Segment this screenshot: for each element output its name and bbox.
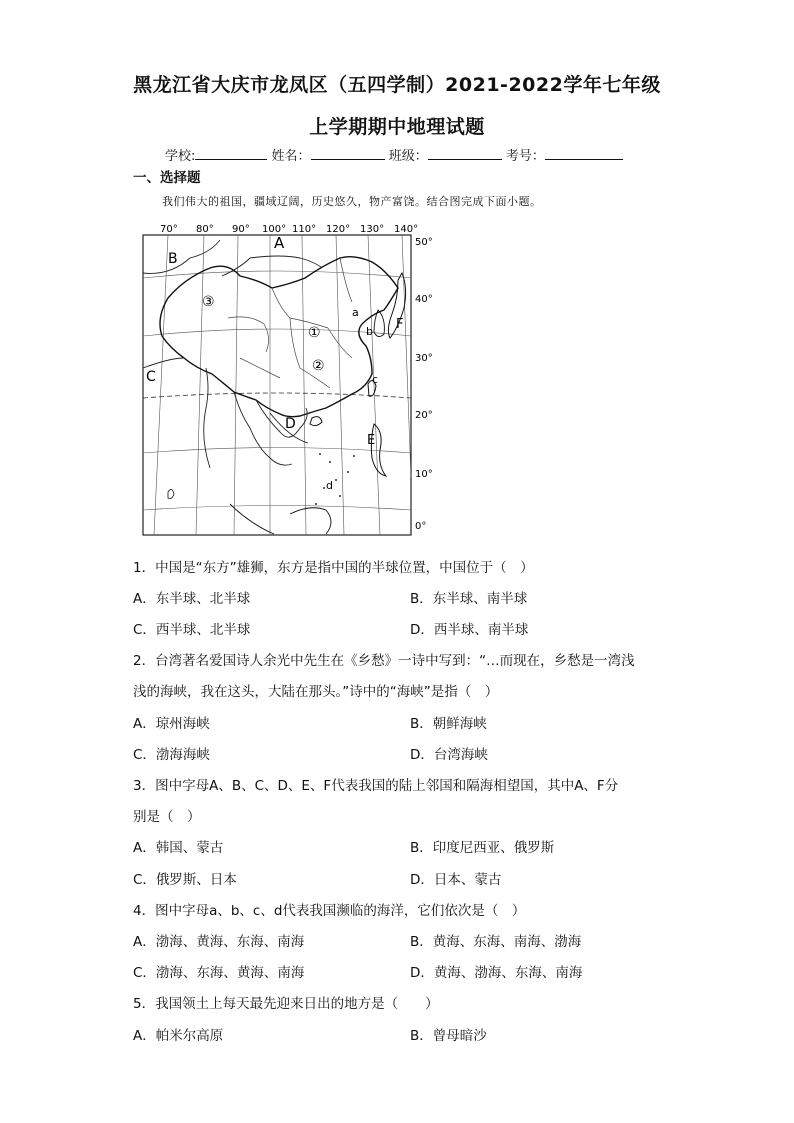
q3-option-c[interactable]: C．俄罗斯、日本 [133,872,237,888]
china-map [140,218,440,538]
question-5-stem: 5．我国领土上每天最先迎来日出的地方是（ ） [133,996,439,1012]
lat-label: 40° [415,294,433,305]
region-marker-3: ③ [202,294,215,310]
lon-label: 90° [232,224,250,235]
intro-text: 我们伟大的祖国，疆域辽阔，历史悠久，物产富饶。结合图完成下面小题。 [162,195,542,208]
lon-label: 120° [326,224,351,235]
question-2-stem-line2: 浅的海峡，我在这头，大陆在那头。”诗中的“海峡”是指（ ） [133,684,499,700]
lon-label: 70° [160,224,178,235]
lat-label: 0° [415,521,427,532]
lat-label: 10° [415,469,433,480]
country-letter-d: D [285,416,296,432]
q4-option-d[interactable]: D．黄海、渤海、东海、南海 [410,965,583,981]
region-marker-1: ① [308,325,321,341]
country-letter-c: C [146,369,156,385]
region-marker-2: ② [312,358,325,374]
map-frame [143,235,411,535]
q1-option-a[interactable]: A．东半球、北半球 [133,591,251,607]
question-3-stem-line1: 3．图中字母A、B、C、D、E、F代表我国的陆上邻国和隔海相望国，其中A、F分 [133,778,619,794]
exam-no-blank [545,147,623,160]
sea-letter-c: c [372,373,379,386]
q2-option-b[interactable]: B．朝鲜海峡 [410,716,487,732]
tropic-line [143,393,411,398]
q1-option-d[interactable]: D．西半球、南半球 [410,622,529,638]
country-letter-a: A [274,234,285,252]
q1-option-b[interactable]: B．东半球、南半球 [410,591,528,607]
doc-title-line2: 上学期期中地理试题 [309,116,485,138]
lon-label: 110° [292,224,317,235]
sri-lanka-outline [168,489,174,498]
school-blank [195,147,267,160]
q5-option-b[interactable]: B．曾母暗沙 [410,1028,487,1044]
q2-option-c[interactable]: C．渤海海峡 [133,747,210,763]
sea-letter-d: d [326,479,333,492]
q2-option-d[interactable]: D．台湾海峡 [410,747,488,763]
question-1-stem: 1．中国是“东方”雄狮，东方是指中国的半球位置，中国位于（ ） [133,560,534,576]
doc-title-line1: 黑龙江省大庆市龙凤区（五四学制）2021-2022学年七年级 [133,74,661,96]
name-blank [311,147,385,160]
student-info-row [165,145,623,164]
question-4-stem: 4．图中字母a、b、c、d代表我国濒临的海洋，它们依次是（ ） [133,903,526,919]
lon-label: 80° [196,224,214,235]
lat-label: 20° [415,410,433,421]
country-letter-e: E [367,433,376,448]
school-label: 学校: [165,149,196,164]
q4-option-b[interactable]: B．黄海、东海、南海、渤海 [410,934,582,950]
lat-label: 30° [415,353,433,364]
class-blank [428,147,502,160]
q4-option-a[interactable]: A．渤海、黄海、东海、南海 [133,934,305,950]
lon-label: 100° [262,224,287,235]
borneo-outline [290,508,331,534]
exam-no-label: 考号： [505,149,545,164]
section-heading: 一、选择题 [133,170,201,186]
hainan-island [310,417,322,426]
lat-label: 50° [415,237,433,248]
south-sea-islands [315,453,355,505]
q5-option-a[interactable]: A．帕米尔高原 [133,1028,224,1044]
philippines-outline [371,424,386,476]
q3-option-a[interactable]: A．韩国、蒙古 [133,840,224,856]
lon-label: 130° [360,224,385,235]
sea-letter-a: a [352,306,359,319]
class-label: 班级： [388,149,428,164]
lon-label: 140° [394,224,419,235]
question-3-stem-line2: 别是（ ） [133,809,201,825]
sea-letter-b: b [366,325,373,338]
country-letter-f: F [396,317,404,332]
graticule [143,235,411,535]
name-label: 姓名： [271,149,311,164]
q1-option-c[interactable]: C．西半球、北半球 [133,622,251,638]
q3-option-b[interactable]: B．印度尼西亚、俄罗斯 [410,840,555,856]
sumatra-outline [230,504,274,534]
q3-option-d[interactable]: D．日本、蒙古 [410,872,502,888]
q4-option-c[interactable]: C．渤海、东海、黄海、南海 [133,965,305,981]
q2-option-a[interactable]: A．琼州海峡 [133,716,210,732]
country-letter-b: B [168,251,178,267]
question-2-stem-line1: 2．台湾著名爱国诗人余光中先生在《乡愁》一诗中写到：“…而现在，乡愁是一湾浅 [133,653,635,669]
